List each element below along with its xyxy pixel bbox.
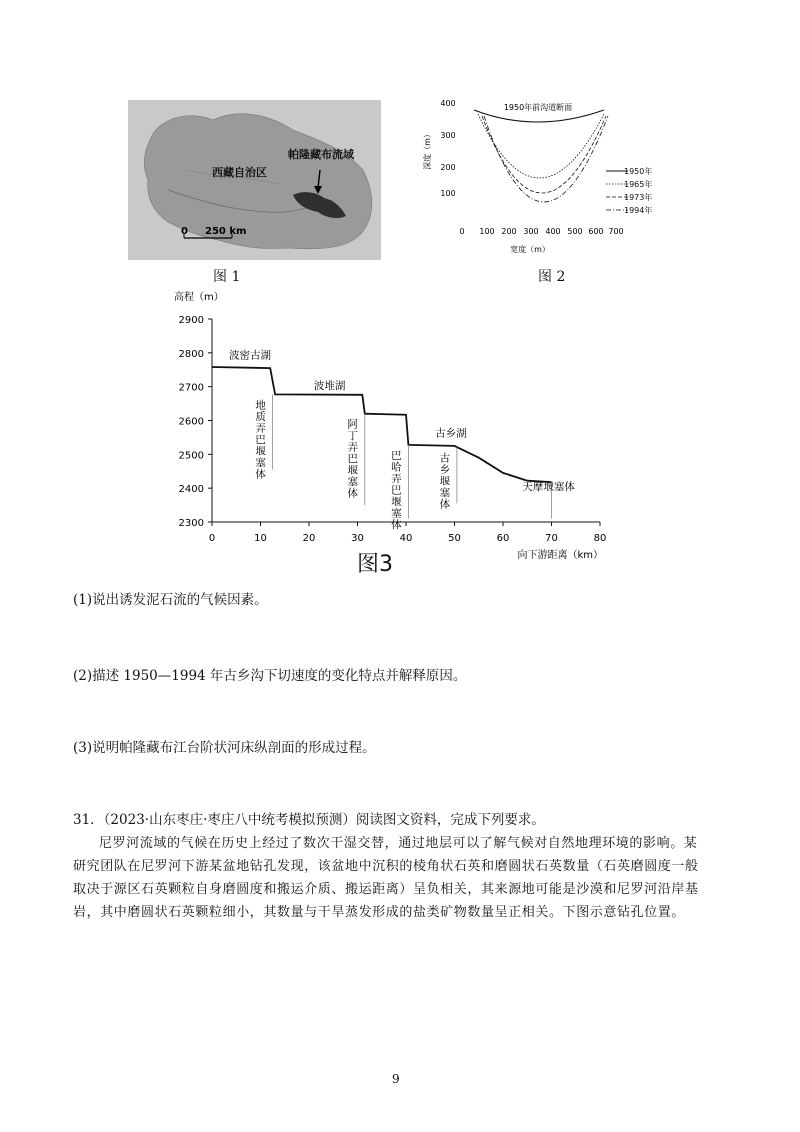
figure-2-cross-section	[418, 92, 628, 262]
x-tick: 500	[567, 227, 583, 236]
scale-label: 250 km	[205, 226, 247, 237]
lake-label: 波堆湖	[313, 380, 346, 393]
page-number: 9	[392, 1072, 400, 1086]
figure-2-caption: 图 2	[538, 269, 566, 285]
y-tick-label: 2300	[178, 518, 204, 529]
x-tick-label: 20	[302, 533, 316, 544]
x-axis-label: 向下游距离（km）	[517, 550, 603, 561]
dam-label: 古乡堰塞体	[439, 452, 451, 511]
y-tick-label: 2500	[178, 450, 204, 462]
x-tick: 200	[501, 227, 517, 236]
x-tick-label: 10	[254, 533, 267, 544]
figure-2-legend	[624, 165, 652, 217]
x-tick: 700	[608, 227, 624, 236]
question-2: (2)描述 1950—1994 年古乡沟下切速度的变化特点并解释原因。	[73, 668, 467, 684]
x-tick-label: 0	[208, 533, 216, 544]
y-axis-label: 高程（m）	[174, 292, 224, 303]
top-label: 1950年前沟道断面	[503, 103, 573, 112]
question-31-paragraph	[73, 832, 753, 924]
x-tick-label: 40	[399, 533, 413, 544]
figure-3-caption: 图3	[357, 552, 393, 577]
x-tick: 300	[523, 227, 539, 236]
x-tick-label: 70	[545, 533, 558, 544]
question-31-heading: 31．（2023·山东枣庄·枣庄八中统考模拟预测）阅读图文资料，完成下列要求。	[73, 812, 545, 828]
y-tick-label: 2600	[178, 416, 204, 428]
figure-3-profile	[168, 284, 638, 574]
legend-item: 1965年	[624, 180, 653, 189]
lake-label: 天摩堰塞体	[522, 480, 575, 493]
legend-item: 1973年	[624, 193, 653, 202]
scale-zero: 0	[181, 226, 188, 237]
x-axis-label: 宽度（m）	[510, 245, 550, 254]
curve-1973	[482, 116, 606, 193]
region-label: 西藏自治区	[212, 166, 267, 179]
tibet-map	[128, 100, 381, 260]
x-tick: 400	[545, 227, 561, 236]
question-3: (3)说明帕隆藏布江台阶状河床纵剖面的形成过程。	[73, 740, 376, 756]
y-tick-label: 2800	[178, 348, 204, 360]
paragraph-line: 取决于源区石英颗粒自身磨圆度和搬运介质、搬运距离）呈负相关，其来源地可能是沙漠和尼罗河沿岸基	[73, 882, 699, 897]
figure-1-caption: 图 1	[213, 269, 241, 285]
curve-1994	[484, 116, 608, 202]
y-tick-label: 2400	[178, 484, 204, 496]
y-tick-label: 2700	[178, 382, 204, 394]
dam-label: 巴哈弄巴堰塞体	[391, 449, 402, 531]
x-tick: 600	[588, 227, 604, 236]
y-tick: 100	[440, 189, 456, 198]
question-1: (1)说出诱发泥石流的气候因素。	[73, 592, 268, 608]
profile-chart	[168, 284, 638, 574]
cross-section-chart	[418, 92, 628, 262]
dam-label: 地质弄巴堰塞体	[255, 399, 266, 481]
x-tick: 0	[459, 227, 465, 236]
dam-label: 阿丁弄巴堰塞体	[347, 418, 359, 500]
curve-1965	[478, 114, 604, 178]
basin-label: 帕隆藏布流域	[288, 148, 354, 161]
y-axis-label: 深度（m）	[423, 130, 432, 170]
x-tick: 100	[479, 227, 495, 236]
paragraph-line: 研究团队在尼罗河下游某盆地钻孔发现，该盆地中沉积的棱角状石英和磨圆状石英数量（石英磨圆度一般	[73, 859, 699, 874]
paragraph-line: 岩，其中磨圆状石英颗粒细小，其数量与干旱蒸发形成的盐类矿物数量呈正相关。下图示意钻孔位置。	[73, 905, 686, 920]
x-tick-label: 50	[448, 533, 461, 544]
paragraph-line: 尼罗河流域的气候在历史上经过了数次干湿交替，通过地层可以了解气候对自然地理环境的影响。某	[99, 836, 698, 851]
legend-item: 1950年	[624, 167, 653, 176]
y-tick: 400	[440, 99, 456, 108]
legend-item: 1994年	[624, 206, 653, 215]
x-tick-label: 60	[496, 533, 510, 544]
x-tick-label: 80	[593, 533, 607, 544]
x-tick-label: 30	[351, 533, 364, 544]
y-tick: 200	[440, 163, 456, 172]
figure-1-map	[128, 100, 381, 260]
y-tick: 300	[440, 131, 456, 140]
lake-label: 波密古湖	[228, 349, 271, 362]
lake-label: 古乡湖	[435, 427, 467, 440]
y-tick-label: 2900	[178, 315, 204, 326]
